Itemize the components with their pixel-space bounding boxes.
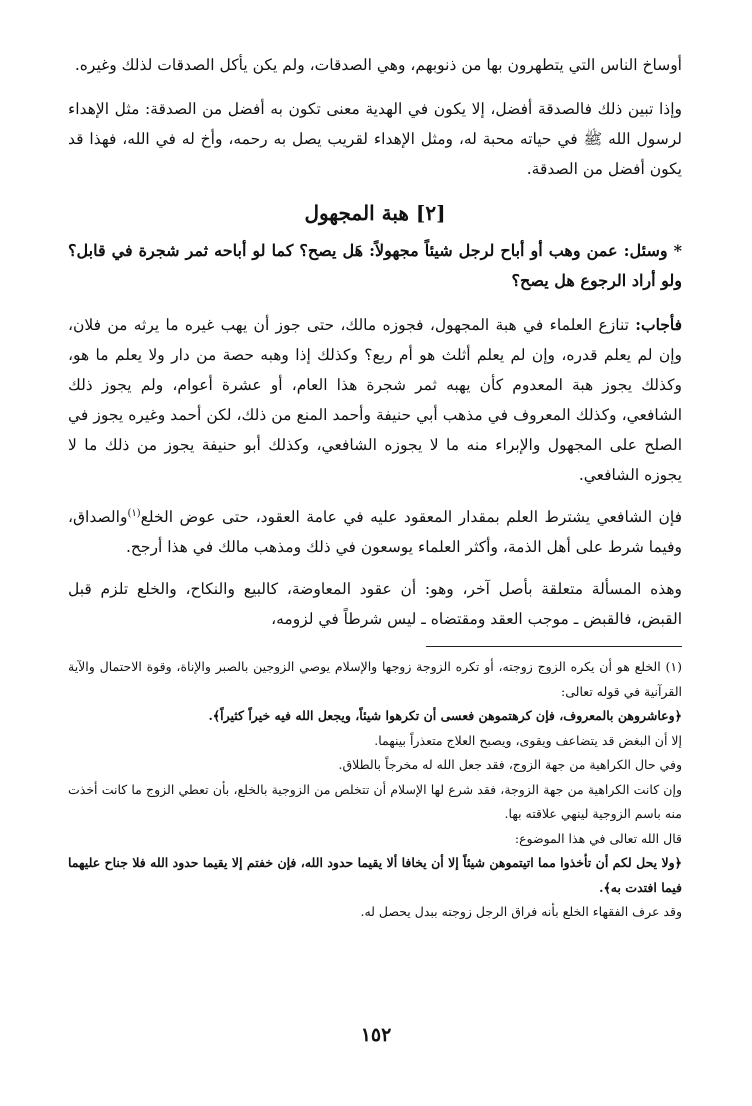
footnote-verse: ﴿ولا يحل لكم أن تأخذوا مما اتيتموهن شيئاً إلا أن يخافا ألا يقيما حدود الله، فإن خفتم إلا يقيما حدود الله فلا جناح عليهما فيما افتدت به﴾. (68, 855, 682, 895)
paragraph-4-before: فإن الشافعي يشترط العلم بمقدار المعقود عليه في عامة العقود، حتى عوض الخلع (140, 508, 682, 526)
footnote (68, 655, 682, 925)
footnote-line: وفي حال الكراهية من جهة الزوج، فقد جعل الله له مخرجاً بالطلاق. (338, 757, 682, 772)
section-heading: [٢] هبة المجهول (304, 201, 446, 225)
footnote-verse: ﴿وعاشروهن بالمعروف، فإن كرهتموهن فعسى أن تكرهوا شيئاً، ويجعل الله فيه خيراً كثيراً﴾. (208, 708, 682, 723)
paragraph-4 (68, 502, 682, 562)
paragraph-2: وإذا تبين ذلك فالصدقة أفضل، إلا يكون في الهدية معنى تكون به أفضل من الصدقة: مثل الإهداء لرسول الله ﷺ في حياته محبة له، ومثل الإهداء لقريب يصل به رحمه، وأخ له في الله، فهذا قد يكون أفضل من الصدقة. (68, 100, 682, 178)
answer-paragraph (68, 310, 682, 490)
question-paragraph: * وسئل: عمن وهب أو أباح لرجل شيئاً مجهولاً: هَل يصح؟ كما لو أباحه ثمر شجرة في قابل؟ ولو أراد الرجوع هل يصح؟ (68, 241, 682, 290)
footnote-line: (١) الخلع هو أن يكره الزوج زوجته، أو تكره الزوجة زوجها والإسلام يوصي الزوجين بالصبر والإناة، وقوة الاحتمال والآية القرآنية في قوله تعالى: (68, 659, 682, 699)
footnote-line: إلا أن البغض قد يتضاعف ويقوى، ويصبح العلاج متعذراً بينهما. (374, 732, 682, 748)
page-number: ١٥٢ (360, 1024, 392, 1046)
page-body (68, 50, 682, 925)
answer-lead: فأجاب: (635, 315, 682, 334)
footnote-line: قال الله تعالى في هذا الموضوع: (514, 830, 682, 846)
footnote-reference[interactable]: (١) (127, 507, 141, 519)
footnote-line: وقد عرف الفقهاء الخلع بأنه فراق الرجل زوجته ببدل يحصل له. (360, 904, 682, 919)
paragraph-4-after: والصداق، وفيما شرط على أهل الذمة، وأكثر العلماء يوسعون في ذلك ومذهب مالك في هذا أرجح. (68, 508, 682, 556)
footnote-line: وإن كانت الكراهية من جهة الزوجة، فقد شرع لها الإسلام أن تتخلص من الزوجية بالخلع، بأن تعطي الزوج ما كانت أخذت منه باسم الزوجية لينهي علاقته بها. (68, 781, 682, 821)
answer-text: تنازع العلماء في هبة المجهول، فجوزه مالك، حتى جوز أن يهب غيره ما يرثه من فلان، وإن لم يعلم قدره، وإن لم يعلم أثلث هو أم ربع؟ وكذلك إذا وهبه حصة من دار ولا يعلم ما هو، وكذلك يجوز هبة المعدوم كأن يهبه ثمر شجرة هذا العام، أو عشرة أعوام، ولم يجوز ذلك الشافعي، وكذلك المعروف في مذهب أبي حنيفة وأحمد المنع من ذلك، لكن أحمد وغيره يجوز في الصلح على المجهول والإبراء منه ما لا يجوزه الشافعي، وكذلك أبو حنيفة يجوز من ذلك ما لا يجوزه الشافعي. (68, 316, 682, 484)
paragraph-5: وهذه المسألة متعلقة بأصل آخر، وهو: أن عقود المعاوضة، كالبيع والنكاح، والخلع تلزم قبل القبض، فالقبض ـ موجب العقد ومقتضاه ـ ليس شرطاً في لزومه، (68, 580, 682, 628)
paragraph-1: أوساخ الناس التي يتطهرون بها من ذنوبهم، وهي الصدقات، ولم يكن يأكل الصدقات لذلك وغيره. (74, 56, 682, 74)
footnote-separator (426, 646, 682, 647)
